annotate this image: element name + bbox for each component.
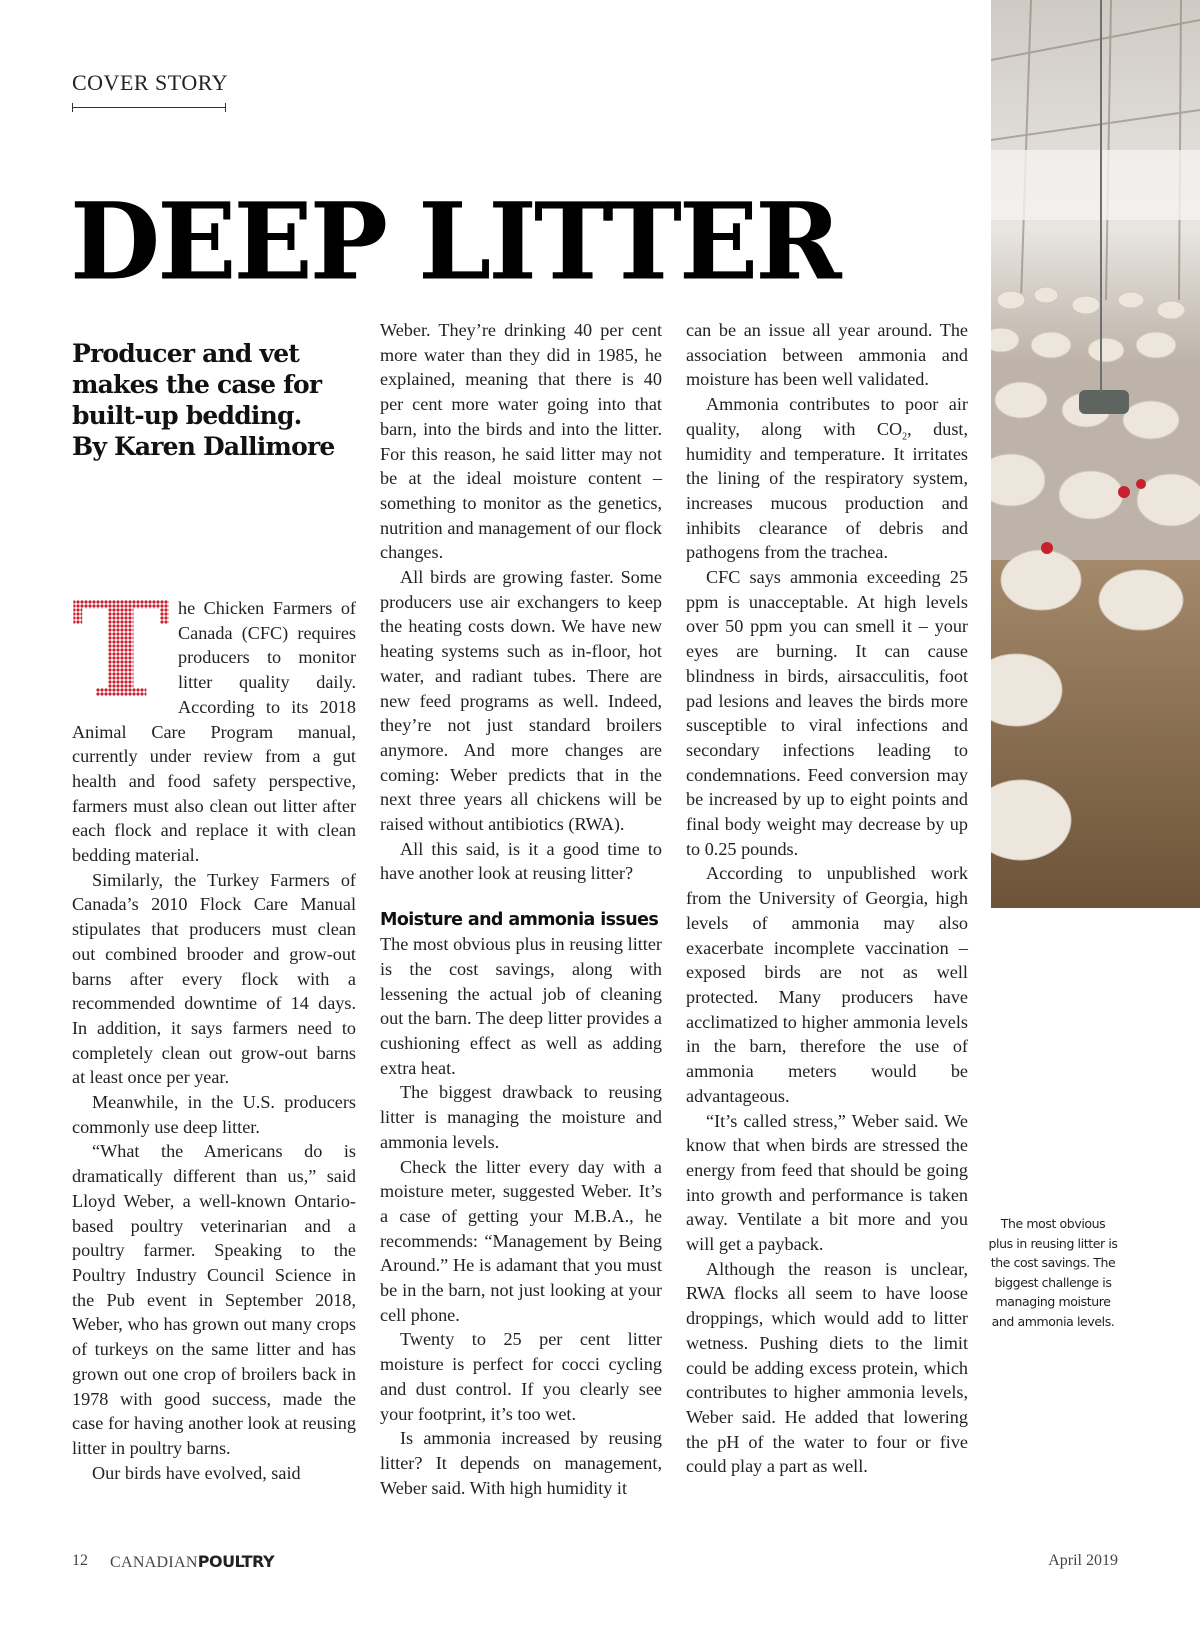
article-column-3: [686, 318, 968, 1479]
turkey-barn-illustration: [991, 0, 1200, 908]
paragraph: Although the reason is unclear, RWA flocks all seem to have loose droppings, which would add to litter wetness. Pushing diets to the limit could be adding excess protein, which contributes to higher ammonia levels, Weber said. He added that lowering the pH of the water to four or five could play a part as well.: [686, 1258, 968, 1477]
headline: DEEP LITTER: [70, 178, 839, 305]
paragraph: Meanwhile, in the U.S. producers commonly use deep litter.: [72, 1092, 356, 1137]
deck: [72, 338, 362, 462]
paragraph: All this said, is it a good time to have another look at reusing litter?: [380, 838, 662, 884]
paragraph: CFC says ammonia exceeding 25 ppm is unacceptable. At high levels over 50 ppm you can smell it – your eyes are burning. It can cause blindness in birds, airsacculitis, foot pad lesions and leaves the birds more susceptible to viral infections and secondary infections leading to condemnations. Feed conversion may be increased by up to eight points and final body weight may decrease by up to 0.25 pounds.: [686, 567, 968, 859]
article-column-1: [72, 596, 356, 1485]
paragraph: Check the litter every day with a moisture meter, suggested Weber. It’s a case of getting your M.B.A., he recommends: “Management by Being Around.” He is adamant that you must be in the barn, not just looking at your cell phone.: [380, 1156, 662, 1325]
paragraph: “It’s called stress,” Weber said. We know that when birds are stressed the energy from feed that should be going into growth and performance is taken away. Ventilate a bit more and you will get a payback.: [686, 1110, 968, 1255]
paragraph: According to unpublished work from the University of Georgia, high levels of ammonia may also exacerbate incomplete vaccination – exposed birds are not as well protected. Many producers have acclimatized to higher ammonia levels in the barn, therefore the use of ammonia meters would be advantageous.: [686, 863, 968, 1106]
byline: By Karen Dallimore: [72, 432, 335, 461]
photo-caption: The most obvious plus in reusing litter is the cost savings. The biggest challenge is managing moisture and ammonia levels.: [988, 1216, 1118, 1329]
article-column-2: [380, 318, 662, 1500]
subhead: Moisture and ammonia issues: [380, 910, 659, 931]
issue-date: April 2019: [1048, 1552, 1118, 1569]
magazine-name-bold: POULTRY: [197, 1552, 275, 1571]
paragraph: The biggest drawback to reusing litter is managing the moisture and ammonia levels.: [380, 1082, 662, 1152]
paragraph-part: Ammonia contributes to poor air quality, along with CO: [686, 394, 968, 439]
paragraph: All birds are growing faster. Some producers use air exchangers to keep the heating costs down. We have new heating systems such as in-floor, hot water, and radiant tubes. There are new feed programs as well. Indeed, they’re not just standard broilers anymore. And more changes are coming: Weber predicts that in the next three years all chickens will be raised without antibiotics (RWA).: [380, 567, 662, 835]
paragraph: “What the Americans do is dramatically different than us,” said Lloyd Weber, a well-known Ontario-based poultry veterinarian and a poultry farmer. Speaking to the Poultry Industry Council Science in the Pub event in September 2018, Weber, who has grown out many crops of turkeys on the same litter and has grown out one crop of broilers back in 1978 with good success, made the case for having another look at reusing litter in poultry barns.: [72, 1141, 356, 1458]
subscript: 2: [902, 431, 908, 443]
paragraph: he Chicken Farmers of Canada (CFC) requires producers to monitor litter quality daily. According to its 2018 Animal Care Program manual, currently under review from a gut health and food safety perspective, farmers must also clean out litter after each flock and replace it with clean bedding material.: [72, 598, 356, 866]
section-label: COVER STORY: [72, 70, 229, 95]
deck-text: Producer and vet makes the case for built-up bedding.: [72, 339, 322, 430]
svg-text:T: T: [72, 600, 170, 700]
paragraph: Weber. They’re drinking 40 per cent more water than they did in 1985, he explained, meaning that there is 40 per cent more water going into that barn, into the birds and into the litter. For this reason, he said litter may not be at the ideal moisture content – something to monitor as the genetics, nutrition and management of our flock changes.: [380, 320, 662, 563]
paragraph: [686, 392, 968, 565]
paragraph: Is ammonia increased by reusing litter? It depends on management, Weber said. With high humidity it: [380, 1428, 662, 1498]
paragraph: Twenty to 25 per cent litter moisture is perfect for cocci cycling and dust control. If you clearly see your footprint, it’s too wet.: [380, 1329, 662, 1424]
paragraph: Our birds have evolved, said: [92, 1462, 301, 1483]
paragraph-part: , dust, humidity and temperature. It irritates the lining of the respiratory system, increases mucous production and inhibits clearance of debris and pathogens from the trachea.: [686, 418, 968, 563]
drop-cap: [72, 600, 170, 700]
paragraph: The most obvious plus in reusing litter is the cost savings, along with lessening the actual job of cleaning out the barn. The deep litter provides a cushioning effect as well as adding extra heat.: [380, 934, 662, 1078]
cover-photo: [991, 0, 1200, 908]
paragraph: Similarly, the Turkey Farmers of Canada’s 2010 Flock Care Manual stipulates that producers must clean out combined brooder and grow-out barns after every flock with a recommended downtime of 14 days. In addition, it says farmers need to completely clean out grow-out barns at least once per year.: [72, 869, 356, 1088]
magazine-name: [110, 1552, 274, 1572]
section-rule: [72, 107, 226, 108]
page-number: 12: [72, 1552, 88, 1569]
magazine-name-part: CANADIAN: [110, 1554, 198, 1571]
paragraph: can be an issue all year around. The association between ammonia and moisture has been well validated.: [686, 320, 968, 390]
